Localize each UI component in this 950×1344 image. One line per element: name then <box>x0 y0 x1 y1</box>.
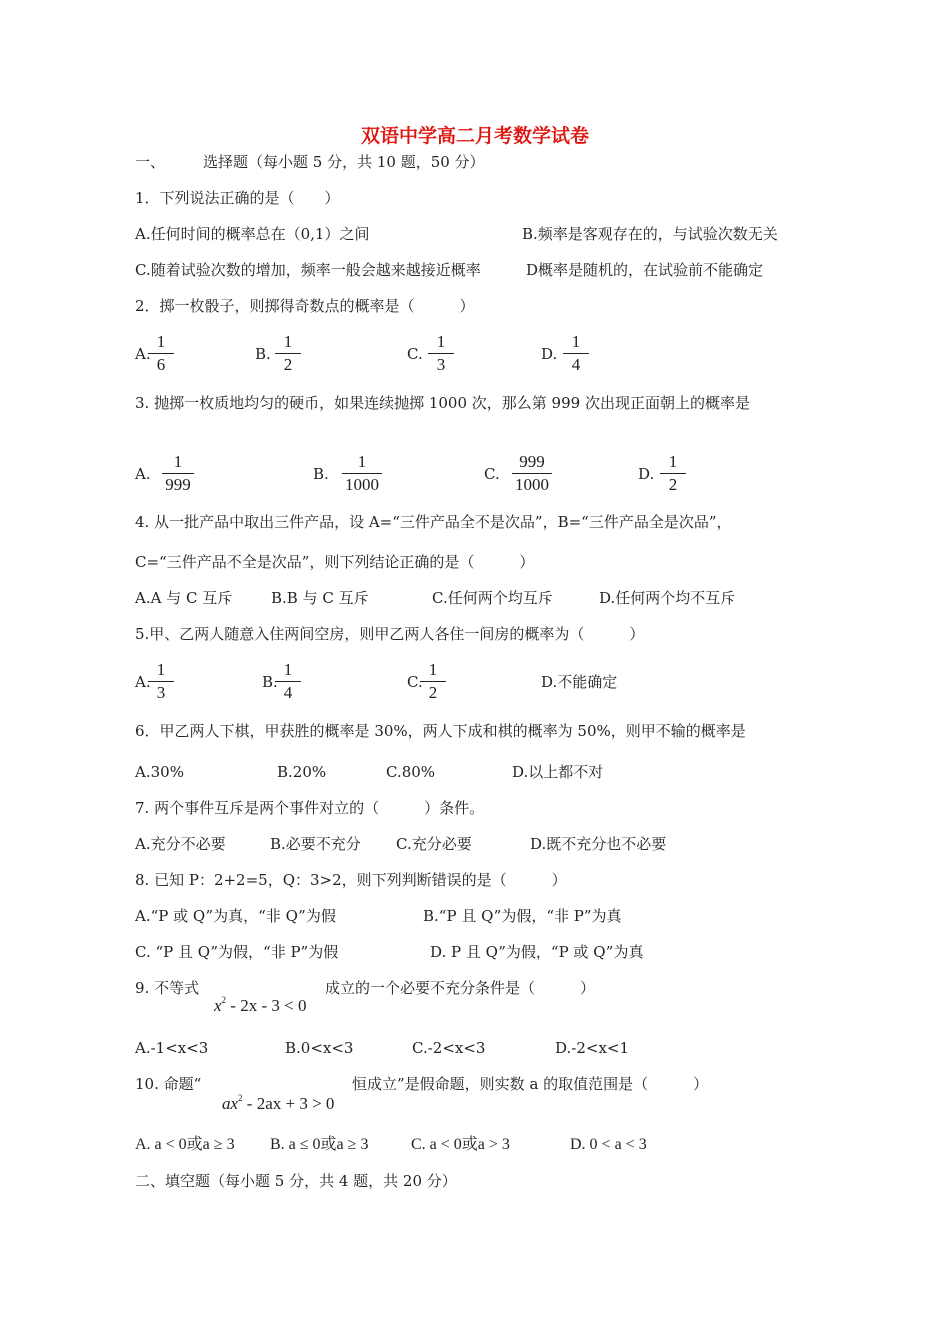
q7-stem: 7. 两个事件互斥是两个事件对立的（ ）条件。 <box>135 799 485 817</box>
q2-option-c-fraction: 1 3 <box>424 332 458 375</box>
q5-option-a-label: A. <box>135 673 151 691</box>
q4-stem-continued: C=“三件产品不全是次品”，则下列结论正确的是（ ） <box>135 553 535 571</box>
q3-option-b-label: B. <box>313 465 329 483</box>
q3-option-d-fraction: 1 2 <box>656 452 690 495</box>
q4-stem: 4. 从一批产品中取出三件产品，设 A=“三件产品全不是次品”，B=“三件产品全是次品”， <box>135 513 732 531</box>
q7-option-a: A.充分不必要 <box>135 835 226 853</box>
section2-heading: 二、填空题（每小题 5 分，共 4 题，共 20 分） <box>135 1172 457 1190</box>
q6-option-c: C.80% <box>386 763 436 781</box>
q9-stem-end: 成立的一个必要不充分条件是（ ） <box>325 979 596 997</box>
q5-option-b-fraction: 1 4 <box>271 660 305 703</box>
q2-option-a-fraction: 1 6 <box>144 332 178 375</box>
q9-option-d: D.-2<x<1 <box>555 1039 630 1057</box>
q5-option-c-fraction: 1 2 <box>416 660 450 703</box>
q5-option-b-label: B. <box>262 673 278 691</box>
page-title: 双语中学高二月考数学试卷 <box>360 125 589 147</box>
q1-option-c: C.随着试验次数的增加，频率一般会越来越接近概率 <box>135 261 481 279</box>
q10-option-a: A. a < 0或a ≥ 3 <box>135 1136 235 1153</box>
q8-option-b: B.“P 且 Q”为假，“非 P”为真 <box>423 907 622 925</box>
q1-option-d: D概率是随机的，在试验前不能确定 <box>526 261 764 279</box>
q3-option-a-label: A. <box>135 465 151 483</box>
q4-option-d: D.任何两个均不互斥 <box>599 589 736 607</box>
q4-option-a: A.A 与 C 互斥 <box>135 589 233 607</box>
q8-stem: 8. 已知 P：2+2=5，Q：3>2，则下列判断错误的是（ ） <box>135 871 567 889</box>
section1-heading: 选择题（每小题 5 分，共 10 题，50 分） <box>203 153 485 171</box>
q4-option-c: C.任何两个均互斥 <box>432 589 553 607</box>
q3-option-c-label: C. <box>484 465 500 483</box>
q9-stem-start: 9. 不等式 <box>135 979 200 997</box>
q10-option-d: D. 0 < a < 3 <box>570 1136 647 1153</box>
q6-stem: 6．甲乙两人下棋，甲获胜的概率是 30%，两人下成和棋的概率为 50%，则甲不输的概率是 <box>135 722 746 740</box>
q7-option-d: D.既不充分也不必要 <box>530 835 667 853</box>
q8-option-c: C. “P 且 Q”为假，“非 P”为假 <box>135 943 339 961</box>
q2-option-d-label: D. <box>541 345 558 363</box>
q8-option-a: A.“P 或 Q”为真，“非 Q”为假 <box>135 907 336 925</box>
q9-inequality: $x^2 - 2x - 3 < 0$ <box>214 995 307 1015</box>
q10-stem-end: 恒成立”是假命题，则实数 a 的取值范围是（ ） <box>352 1075 709 1093</box>
q1-option-a: A.任何时间的概率总在（0,1）之间 <box>135 225 370 243</box>
q1-option-b: B.频率是客观存在的，与试验次数无关 <box>522 225 778 243</box>
q9-option-c: C.-2<x<3 <box>412 1039 486 1057</box>
q6-option-b: B.20% <box>277 763 327 781</box>
q10-option-c: C. a < 0或a > 3 <box>411 1136 510 1153</box>
q2-option-a-label: A. <box>135 345 151 363</box>
q5-option-c-label: C. <box>407 673 423 691</box>
q10-option-b: B. a ≤ 0或a ≥ 3 <box>270 1136 369 1153</box>
q3-option-a-fraction: 1 999 <box>158 452 198 495</box>
q2-stem: 2．掷一枚骰子，则掷得奇数点的概率是（ ） <box>135 297 475 315</box>
q6-option-a: A.30% <box>135 763 184 781</box>
section1-number: 一、 <box>135 153 166 171</box>
q1-stem: 1．下列说法正确的是（ ） <box>135 189 340 207</box>
q2-option-d-fraction: 1 4 <box>559 332 593 375</box>
q10-inequality: $ax^2 - 2ax + 3 > 0$ <box>222 1093 335 1113</box>
q10-stem-start: 10. 命题“ <box>135 1075 202 1093</box>
q6-option-d: D.以上都不对 <box>512 763 604 781</box>
q2-option-b-label: B. <box>255 345 271 363</box>
q4-option-b: B.B 与 C 互斥 <box>271 589 369 607</box>
q9-option-a: A.-1<x<3 <box>135 1039 209 1057</box>
q5-option-a-fraction: 1 3 <box>144 660 178 703</box>
q2-option-b-fraction: 1 2 <box>271 332 305 375</box>
q3-option-b-fraction: 1 1000 <box>338 452 386 495</box>
q2-option-c-label: C. <box>407 345 423 363</box>
q5-stem: 5.甲、乙两人随意入住两间空房，则甲乙两人各住一间房的概率为（ ） <box>135 625 645 643</box>
q8-option-d: D. P 且 Q”为假，“P 或 Q”为真 <box>430 943 644 961</box>
q7-option-c: C.充分必要 <box>396 835 472 853</box>
q5-option-d: D.不能确定 <box>541 673 618 691</box>
q3-option-c-fraction: 999 1000 <box>508 452 556 495</box>
q7-option-b: B.必要不充分 <box>270 835 361 853</box>
q3-stem: 3. 抛掷一枚质地均匀的硬币，如果连续抛掷 1000 次，那么第 999 次出现正面朝上的概率是 <box>135 394 750 412</box>
q3-option-d-label: D. <box>638 465 655 483</box>
q9-option-b: B.0<x<3 <box>285 1039 354 1057</box>
